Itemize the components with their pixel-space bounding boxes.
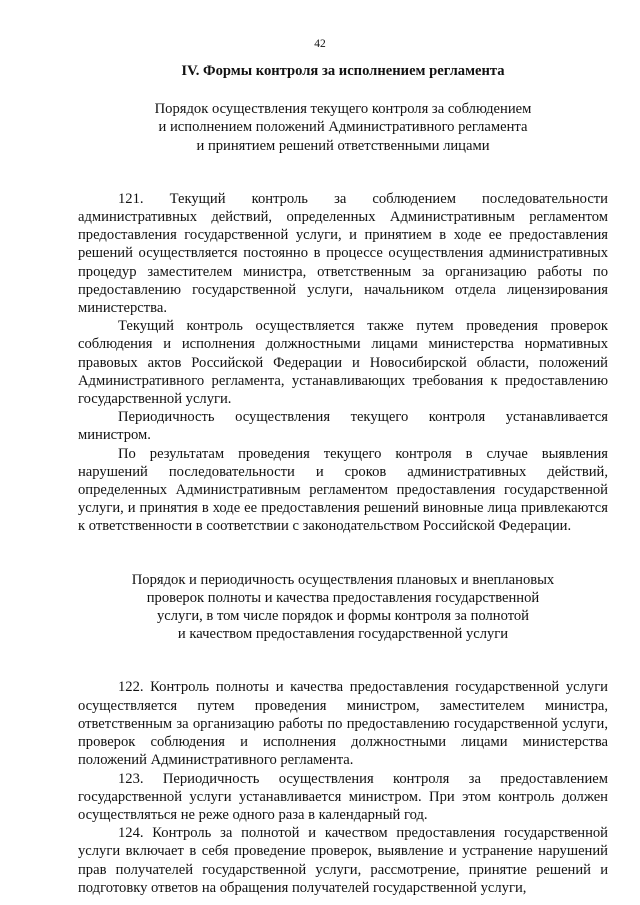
subheading-line: и качеством предоставления государственной услуги: [177, 626, 509, 643]
subheading-line: Порядок осуществления текущего контроля за соблюдением: [154, 101, 532, 118]
subheading-line: Порядок и периодичность осуществления плановых и внеплановых: [131, 571, 555, 588]
page-number: 42: [314, 38, 326, 50]
subheading-line: и исполнением положений Административного регламента: [158, 119, 528, 136]
paragraph-124: 124. Контроль за полнотой и качеством предоставления государственной услуги включает в себя проведение проверок, выявление и устранение нарушений прав получателей государственной услуги, рассмотрение, принятие решений и подготовку ответов на обращения получателей государственной услуги,: [78, 825, 608, 896]
paragraph-123: 123. Периодичность осуществления контроля за предоставлением государственной услуги устанавливается министром. При этом контроль должен осуществляться не реже одного раза в календарный год.: [78, 770, 608, 823]
page-content: [78, 62, 608, 897]
subheading-line: услуги, в том числе порядок и формы контроля за полнотой: [156, 608, 529, 625]
paragraph-122: 122. Контроль полноты и качества предоставления государственной услуги осуществляется путем проведения министром, заместителем министра, ответственным за организацию работы по предоставлению государственной услуги, проверок соблюдения и исполнения должностными лицами министерства положений Административного регламента.: [78, 679, 608, 769]
paragraph-results: По результатам проведения текущего контроля в случае выявления нарушений последовательности и сроков административных действий, определенных Административным регламентом предоставления государственной услуги, и принятия в ходе ее предоставления решений виновные лица привлекаются к ответственности в соответствии с законодательством Российской Федерации.: [78, 445, 608, 535]
paragraph-current-control-checks: Текущий контроль осуществляется также путем проведения проверок соблюдения и исполнения должностными лицами министерства нормативных правовых актов Российской Федерации и Новосибирской области, положений Административного регламента, устанавливающих требования к предоставлению государственной услуги.: [78, 318, 608, 408]
subheading-line: и принятием решений ответственными лицами: [196, 137, 490, 154]
subheading-current-control: [78, 100, 608, 155]
section-title: IV. Формы контроля за исполнением регламента: [181, 63, 505, 79]
subheading-planned-checks: [78, 571, 608, 644]
paragraph-periodicity: Периодичность осуществления текущего контроля устанавливается министром.: [78, 409, 608, 444]
subheading-line: проверок полноты и качества предоставления государственной: [146, 589, 540, 606]
paragraph-121: 121. Текущий контроль за соблюдением последовательности административных действий, определенных Административным регламентом предоставления государственной услуги, и принятием в ходе ее предоставления решений осуществляется постоянно в процессе осуществления административных процедур заместителем министра, ответственным за организацию работы по предоставлению государственной услуги, начальником отдела лицензирования министерства.: [78, 190, 608, 317]
